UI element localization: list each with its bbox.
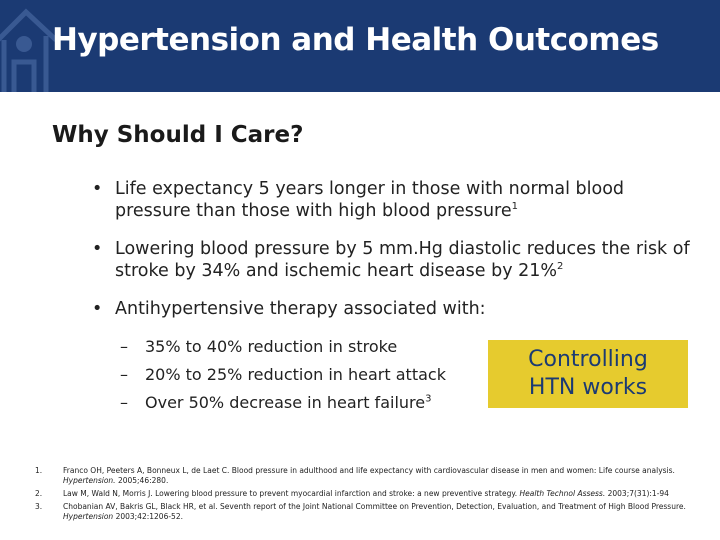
bullet-icon: • [92,179,103,199]
reference-item: 1. Franco OH, Peeters A, Bonneux L, de Laet C. Blood pressure in adulthood and life expectancy with cardiovascular disease in men and women: Life course analysis. Hypertension. 2005;46:280. [35,466,675,485]
bullet-item: • Lowering blood pressure by 5 mm.Hg diastolic reduces the risk of stroke by 34% and ischemic heart disease by 21%$^2$ [92,239,690,281]
dash-icon: – [120,337,128,356]
dash-icon: – [120,393,128,412]
house-logo-icon [0,0,60,92]
bullet-item: • Life expectancy 5 years longer in those with normal blood pressure than those with high blood pressure$^1$ [92,179,625,221]
bullet-list [90,178,690,336]
title-banner [0,0,720,92]
bullet-item: • Antihypertensive therapy associated with: [92,299,486,319]
page-title: Hypertension and Health Outcomes [52,22,659,58]
section-heading: Why Should I Care? [52,122,304,148]
sub-bullet-item: – 20% to 25% reduction in heart attack [120,365,446,384]
reference-item: 2. Law M, Wald N, Morris J. Lowering blood pressure to prevent myocardial infarction and stroke: a new preventive strategy. Health Technol Assess. 2003;7(31):1-94 [35,489,669,498]
callout-box [488,340,688,408]
dash-icon: – [120,365,128,384]
callout-text: Controlling HTN works [528,347,648,400]
bullet-icon: • [92,299,103,319]
sub-bullet-list [120,337,446,421]
sub-bullet-item: – 35% to 40% reduction in stroke [120,337,398,356]
sub-bullet-item: – Over 50% decrease in heart failure$^3$ [120,393,432,412]
reference-item: 3. Chobanian AV, Bakris GL, Black HR, et al. Seventh report of the Joint National Committee on Prevention, Detection, Evaluation, and Treatment of High Blood Pressure. Hypertension 2003;42:1206-52. [35,502,686,521]
bullet-icon: • [92,239,103,259]
references-list [35,466,705,525]
